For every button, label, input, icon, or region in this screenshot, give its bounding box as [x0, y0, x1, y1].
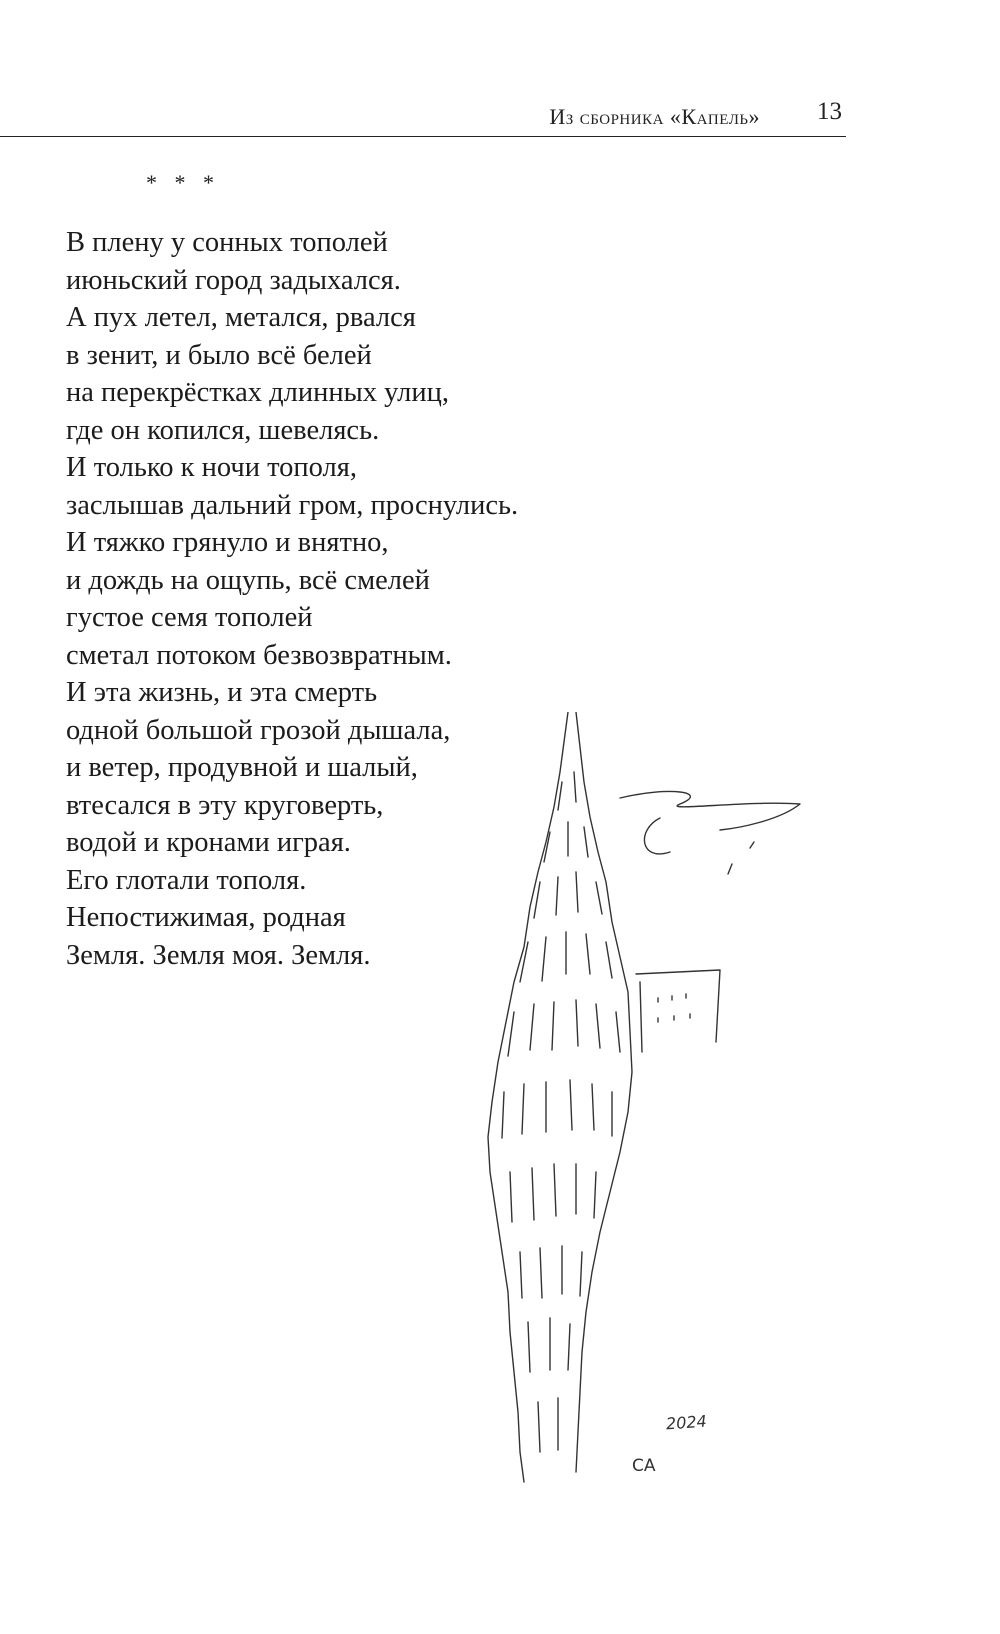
poem-line: и ветер, продувной и шалый, [66, 752, 418, 783]
poem-line: в зенит, и было всё белей [66, 339, 372, 371]
poem-line: июньский город задыхался. [66, 264, 401, 296]
poem-line: Непостижимая, родная [66, 902, 346, 933]
poem-line: В плену у сонных тополей [66, 227, 388, 258]
cloud-doodle [620, 791, 800, 830]
page-number: 13 [817, 98, 842, 125]
poem-line: одной большой грозой дышала, [66, 714, 451, 746]
running-head [0, 90, 846, 137]
poem-line: И тяжко грянуло и внятно, [66, 527, 389, 558]
poem-line: И только к ночи тополя, [66, 452, 358, 483]
poem-line: сметал потоком безвозвратным. [66, 639, 452, 671]
building-doodle [636, 970, 720, 1042]
poem-separator: * * * [146, 170, 220, 195]
poem-line: заслышав дальний гром, проснулись. [66, 489, 519, 521]
poem-line: Земля. Земля моя. Земля. [66, 939, 371, 971]
poem-line: на перекрёстках длинных улиц, [66, 377, 449, 408]
poem-line: густое семя тополей [66, 602, 313, 633]
building-doodle [640, 982, 642, 1052]
tree-outline [576, 712, 632, 1472]
poem-line: где он копился, шевелясь. [66, 414, 380, 446]
tree-outline [488, 712, 568, 1482]
poem-line: А пух летел, метался, рвался [66, 302, 416, 333]
signature-initials: СА [632, 1456, 656, 1476]
poem-line: и дождь на ощупь, всё смелей [66, 564, 430, 596]
poem-line: втесался в эту круговерть, [66, 789, 384, 821]
poem-line: И эта жизнь, и эта смерть [66, 677, 378, 708]
running-title: Из сборника «Капель» [549, 104, 760, 129]
signature-year: 2024 [665, 1411, 708, 1434]
poem-line: Его глотали тополя. [66, 864, 307, 896]
poem-body [66, 224, 518, 974]
poplar-tree-sketch [480, 712, 860, 1492]
cloud-doodle [644, 818, 670, 854]
poem-line: водой и кронами играя. [66, 827, 351, 858]
